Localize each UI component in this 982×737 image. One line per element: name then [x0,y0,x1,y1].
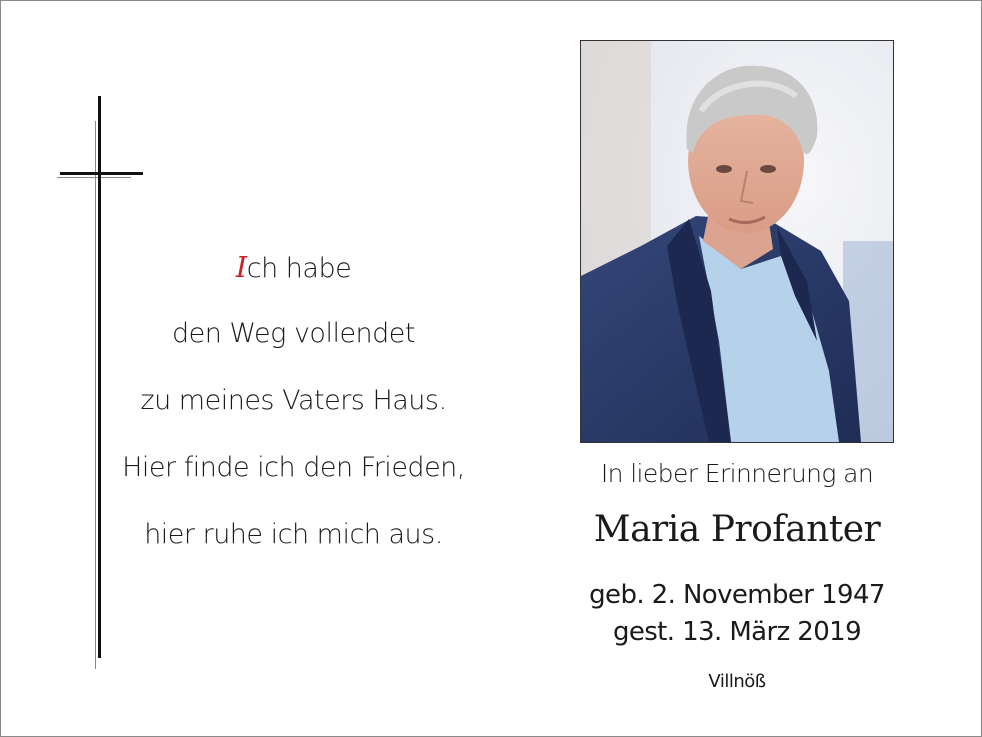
poem-line-2: den Weg vollendet [171,318,416,349]
poem-line-4: Hier finde ich den Frieden, [122,452,465,483]
poem-line-1-text: ch habe [246,253,352,284]
poem-line-1 [111,247,476,314]
cross-beam-horizontal [60,172,143,175]
cross-shadow-horizontal [57,177,131,178]
cross-shadow-vertical [95,121,96,669]
cross-beam-vertical [98,96,101,658]
portrait-photo [580,40,894,443]
portrait-illustration [581,41,893,442]
place-name: Villnöß [708,671,766,692]
poem-line-5: hier ruhe ich mich aus. [144,519,443,550]
birth-date: geb. 2. November 1947 [589,580,885,610]
poem [111,247,476,582]
death-date: gest. 13. März 2019 [612,617,862,647]
in-memory-heading: In lieber Erinnerung an [600,459,874,488]
poem-initial: I [235,250,247,284]
deceased-name: Maria Profanter [593,509,881,550]
poem-line-3: zu meines Vaters Haus. [140,385,447,416]
